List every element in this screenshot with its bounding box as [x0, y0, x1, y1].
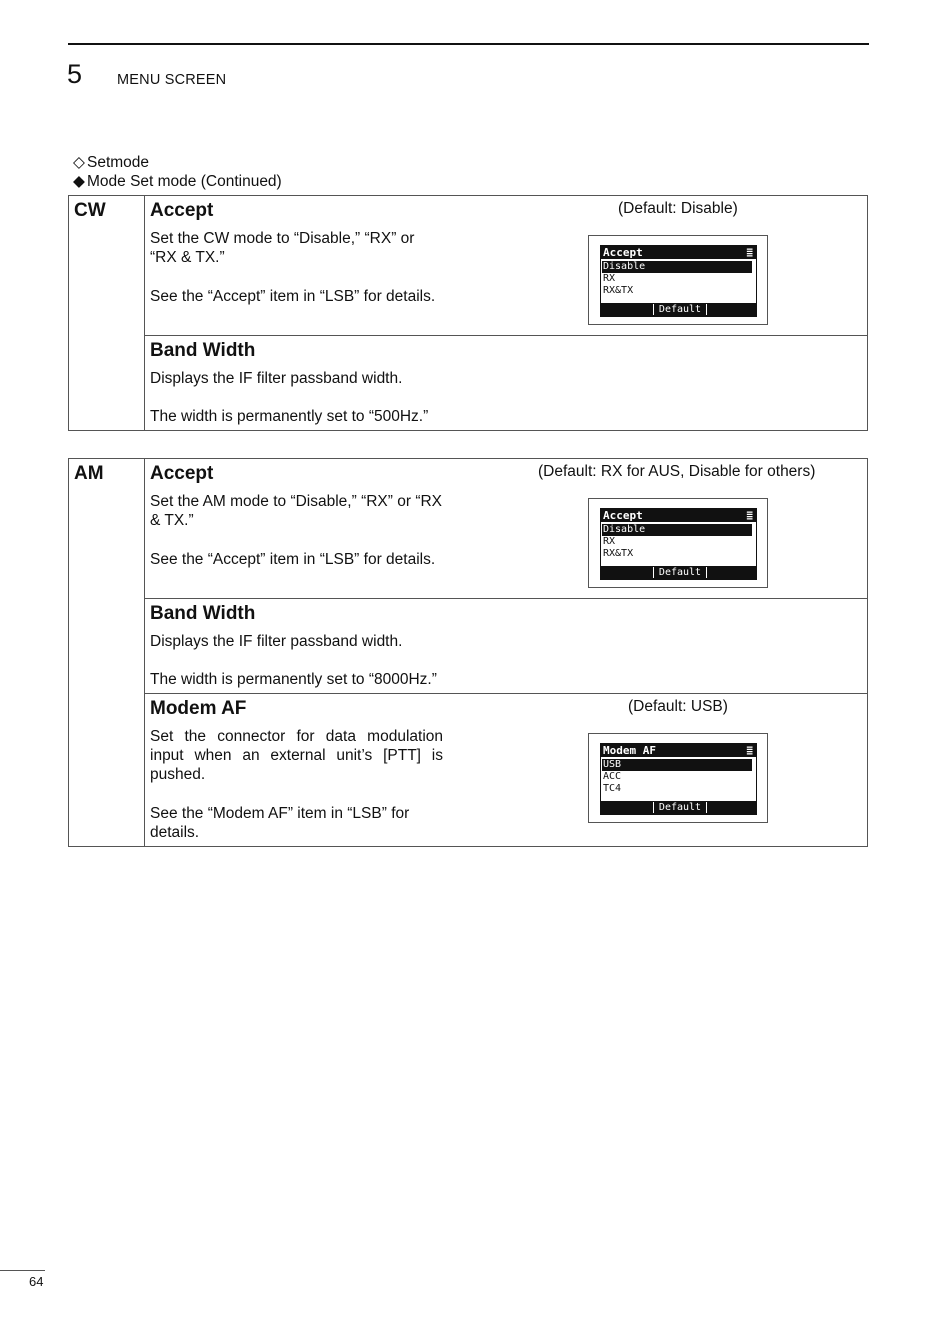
cw-band-width-title: Band Width: [150, 340, 256, 361]
am-modem-af-default: (Default: USB): [628, 698, 728, 715]
am-accept-desc-1: Set the AM mode to “Disable,” “RX” or “RX & TX.”: [150, 493, 443, 530]
cw-band-width-desc-2: The width is permanently set to “500Hz.”: [150, 408, 429, 426]
am-label: AM: [74, 463, 104, 484]
breadcrumb-mode-set-mode: [73, 172, 282, 191]
lcd-item: RX&TX: [603, 548, 634, 559]
lcd-title: Modem AF: [603, 744, 656, 757]
lcd-display: [600, 508, 757, 580]
lcd-header: [601, 509, 756, 522]
breadcrumb-setmode: [73, 153, 149, 172]
am-modem-af-desc-1: Set the connector for data modulation input when an external unit’s [PTT] is pushed.: [150, 728, 443, 784]
cw-accept-row: [145, 196, 867, 336]
am-accept-title: Accept: [150, 463, 214, 484]
cw-accept-screen: [588, 235, 768, 325]
lcd-item-selected: USB: [602, 759, 752, 771]
am-modem-af-row: [145, 694, 867, 846]
lcd-display: [600, 743, 757, 815]
cw-accept-default: (Default: Disable): [618, 200, 738, 217]
am-modem-af-desc-2: See the “Modem AF” item in “LSB” for details.: [150, 804, 410, 841]
breadcrumb-level2-label: Mode Set mode (Continued): [87, 173, 282, 190]
am-accept-row: [145, 459, 867, 599]
lcd-item-selected: Disable: [602, 524, 752, 536]
lcd-item: TC4: [603, 783, 622, 794]
cw-band-width-description: [150, 369, 650, 427]
am-band-width-desc-1: Displays the IF filter passband width.: [150, 633, 403, 650]
page-number-rule: [0, 1270, 45, 1271]
am-label-cell: [69, 459, 145, 846]
lcd-item-selected: Disable: [602, 261, 752, 273]
menu-lines-icon: ≣: [746, 744, 753, 757]
am-section: [68, 458, 868, 847]
lcd-display: [600, 245, 757, 317]
lcd-item: ACC: [603, 771, 622, 782]
cw-band-width-desc-1: Displays the IF filter passband width.: [150, 370, 403, 387]
am-accept-desc-2: See the “Accept” item in “LSB” for details.: [150, 550, 436, 568]
cw-band-width-row: [145, 336, 867, 430]
lcd-item: RX: [603, 273, 616, 284]
lcd-footer: [601, 801, 756, 814]
lcd-default-key: Default: [653, 567, 707, 578]
cw-section: [68, 195, 868, 431]
lcd-header: [601, 744, 756, 757]
lcd-item: RX: [603, 536, 616, 547]
cw-accept-desc-2: See the “Accept” item in “LSB” for details.: [150, 287, 436, 305]
am-band-width-title: Band Width: [150, 603, 256, 624]
cw-accept-description: [150, 229, 443, 306]
am-band-width-row: [145, 599, 867, 694]
am-accept-default: (Default: RX for AUS, Disable for others): [538, 463, 816, 480]
page-number: 64: [29, 1274, 44, 1289]
lcd-title: Accept: [603, 509, 643, 522]
am-modem-af-screen: [588, 733, 768, 823]
am-modem-af-description: [150, 727, 443, 842]
lcd-item: RX&TX: [603, 285, 634, 296]
am-band-width-desc-2: The width is permanently set to “8000Hz.”: [150, 671, 437, 689]
menu-lines-icon: ≣: [746, 246, 753, 259]
chapter-number: 5: [67, 59, 83, 89]
am-band-width-description: [150, 632, 650, 690]
lcd-title: Accept: [603, 246, 643, 259]
menu-lines-icon: ≣: [746, 509, 753, 522]
lcd-footer: [601, 303, 756, 316]
lcd-footer: [601, 566, 756, 579]
am-modem-af-title: Modem AF: [150, 698, 247, 719]
cw-label: CW: [74, 200, 106, 221]
lcd-default-key: Default: [653, 304, 707, 315]
cw-accept-desc-1: Set the CW mode to “Disable,” “RX” or “RX & TX.”: [150, 230, 415, 267]
am-accept-screen: [588, 498, 768, 588]
diamond-outline-icon: ◇: [73, 154, 85, 171]
cw-label-cell: [69, 196, 145, 430]
top-rule: [68, 43, 869, 45]
diamond-filled-icon: ◆: [73, 173, 85, 190]
lcd-header: [601, 246, 756, 259]
lcd-default-key: Default: [653, 802, 707, 813]
breadcrumb-level1-label: Setmode: [87, 154, 150, 171]
am-accept-description: [150, 492, 443, 569]
chapter-title: MENU SCREEN: [117, 72, 227, 88]
cw-accept-title: Accept: [150, 200, 214, 221]
